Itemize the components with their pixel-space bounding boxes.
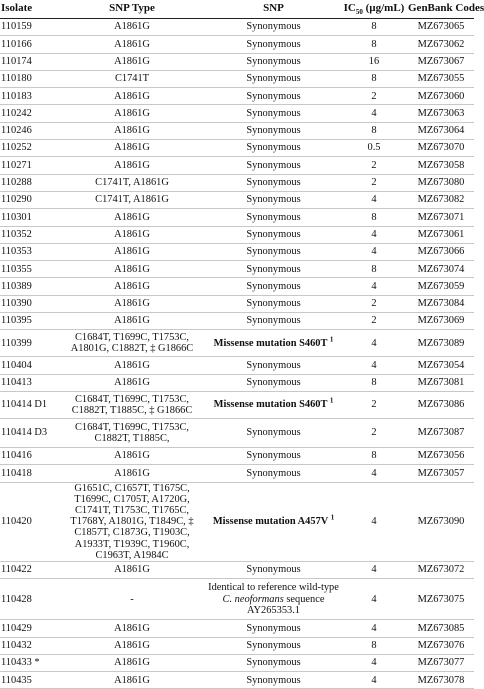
snp-text: Synonymous (246, 359, 301, 371)
cell-snp (207, 278, 340, 295)
table-row (0, 465, 474, 482)
cell-isolate: 110159 (0, 19, 57, 36)
cell-snp (207, 330, 340, 357)
cell-snp-type: A1861G (57, 561, 207, 578)
cell-genbank: MZ673087 (408, 418, 474, 447)
snp-text: Synonymous (246, 377, 301, 389)
cell-isolate: 110433 * (0, 654, 57, 671)
cell-isolate: 110183 (0, 88, 57, 105)
cell-ic50: 8 (340, 122, 408, 139)
table-row (0, 637, 474, 654)
cell-snp (207, 561, 340, 578)
cell-snp (207, 105, 340, 122)
cell-snp (207, 579, 340, 620)
table-row (0, 391, 474, 418)
cell-ic50: 4 (340, 482, 408, 561)
table-row (0, 70, 474, 87)
reference-species: C. neoformans (222, 593, 284, 605)
cell-snp (207, 672, 340, 689)
table-row (0, 561, 474, 578)
cell-ic50: 4 (340, 105, 408, 122)
table-row (0, 243, 474, 260)
cell-genbank: MZ673078 (408, 672, 474, 689)
cell-snp (207, 36, 340, 53)
cell-isolate: 110290 (0, 191, 57, 208)
table-row (0, 226, 474, 243)
cell-ic50: 8 (340, 261, 408, 278)
snp-text: Synonymous (246, 142, 301, 154)
cell-genbank: MZ673071 (408, 209, 474, 226)
cell-ic50: 4 (340, 465, 408, 482)
cell-ic50: 2 (340, 174, 408, 191)
cell-snp-type: C1741T, A1861G (57, 174, 207, 191)
cell-isolate: 110399 (0, 330, 57, 357)
header-isolate: Isolate (0, 0, 57, 19)
cell-ic50: 8 (340, 374, 408, 391)
table-row (0, 672, 474, 689)
cell-snp (207, 620, 340, 637)
cell-snp-type: A1861G (57, 209, 207, 226)
footnote-marker: 1 (329, 396, 334, 405)
snp-text: Synonymous (246, 211, 301, 223)
cell-snp-type: A1861G (57, 295, 207, 312)
cell-genbank: MZ673059 (408, 278, 474, 295)
cell-genbank: MZ673065 (408, 19, 474, 36)
reference-pre: Identical to reference wild-type (208, 582, 339, 594)
snp-text: Synonymous (246, 125, 301, 137)
cell-snp-type: A1861G (57, 313, 207, 330)
cell-snp-type (57, 330, 207, 357)
cell-ic50: 4 (340, 226, 408, 243)
cell-snp (207, 418, 340, 447)
cell-isolate: 110166 (0, 36, 57, 53)
footnote-marker: 1 (330, 513, 335, 522)
cell-snp-type: A1861G (57, 465, 207, 482)
cell-snp-type: - (57, 579, 207, 620)
cell-ic50: 8 (340, 70, 408, 87)
table-row (0, 261, 474, 278)
cell-ic50: 4 (340, 191, 408, 208)
cell-snp-type: A1861G (57, 261, 207, 278)
cell-snp (207, 191, 340, 208)
cell-genbank: MZ673085 (408, 620, 474, 637)
cell-snp (207, 209, 340, 226)
cell-snp (207, 140, 340, 157)
cell-snp-type: C1741T, A1861G (57, 191, 207, 208)
snp-text: Synonymous (246, 427, 301, 439)
cell-ic50: 4 (340, 561, 408, 578)
cell-snp (207, 70, 340, 87)
cell-snp (207, 157, 340, 174)
cell-ic50: 2 (340, 88, 408, 105)
cell-ic50: 2 (340, 157, 408, 174)
cell-isolate: 110288 (0, 174, 57, 191)
snp-type-text: C1684T, T1699C, T1753C, A1801G, C1882T, ‡ G1866C (70, 332, 194, 355)
snp-text: Synonymous (246, 38, 301, 50)
table-row (0, 19, 474, 36)
cell-snp (207, 261, 340, 278)
cell-ic50: 4 (340, 654, 408, 671)
table-row (0, 620, 474, 637)
header-ic50 (340, 0, 408, 19)
cell-snp (207, 19, 340, 36)
cell-isolate: 110390 (0, 295, 57, 312)
cell-snp (207, 374, 340, 391)
table-row (0, 174, 474, 191)
cell-ic50: 8 (340, 19, 408, 36)
snp-text: Synonymous (246, 263, 301, 275)
cell-isolate: 110174 (0, 53, 57, 70)
snp-text: Synonymous (246, 55, 301, 67)
snp-text: Synonymous (246, 450, 301, 462)
cell-snp (207, 482, 340, 561)
cell-snp (207, 447, 340, 464)
snp-text: Synonymous (246, 107, 301, 119)
snp-text: Synonymous (246, 159, 301, 171)
cell-isolate: 110414 D1 (0, 391, 57, 418)
footnote-marker: 1 (329, 335, 334, 344)
cell-snp-type: A1861G (57, 53, 207, 70)
snp-text: Synonymous (246, 90, 301, 102)
cell-isolate: 110353 (0, 243, 57, 260)
missense-label (207, 513, 340, 528)
header-ic50-unit: (µg/mL) (362, 2, 405, 15)
cell-snp-type: A1861G (57, 278, 207, 295)
table-row (0, 191, 474, 208)
cell-isolate: 110413 (0, 374, 57, 391)
snp-text: Synonymous (246, 674, 301, 686)
snp-text: Synonymous (246, 177, 301, 189)
cell-genbank: MZ673057 (408, 465, 474, 482)
cell-ic50: 4 (340, 330, 408, 357)
cell-isolate: 110414 D3 (0, 418, 57, 447)
table-row (0, 330, 474, 357)
cell-ic50: 4 (340, 672, 408, 689)
missense-text: Missense mutation S460T (213, 399, 328, 411)
header-snp: SNP (207, 0, 340, 19)
snp-text: Synonymous (246, 622, 301, 634)
cell-isolate: 110352 (0, 226, 57, 243)
table-row (0, 374, 474, 391)
cell-snp-type (57, 391, 207, 418)
cell-genbank: MZ673054 (408, 357, 474, 374)
cell-genbank: MZ673070 (408, 140, 474, 157)
snp-text: Synonymous (246, 639, 301, 651)
cell-snp-type (57, 482, 207, 561)
cell-snp-type: A1861G (57, 654, 207, 671)
cell-genbank: MZ673077 (408, 654, 474, 671)
cell-snp-type: A1861G (57, 19, 207, 36)
snp-text: Synonymous (246, 21, 301, 33)
reference-post: sequence AY265353.1 (246, 593, 325, 616)
table-row (0, 295, 474, 312)
cell-genbank: MZ673069 (408, 313, 474, 330)
missense-text: Missense mutation S460T (213, 337, 328, 349)
snp-text: Synonymous (246, 315, 301, 327)
cell-snp (207, 174, 340, 191)
cell-snp (207, 53, 340, 70)
cell-genbank: MZ673058 (408, 157, 474, 174)
table-row (0, 105, 474, 122)
table-row (0, 579, 474, 620)
table-row (0, 357, 474, 374)
cell-ic50: 2 (340, 418, 408, 447)
cell-isolate: 110429 (0, 620, 57, 637)
cell-isolate: 110355 (0, 261, 57, 278)
snp-text: Synonymous (246, 467, 301, 479)
cell-snp-type: A1861G (57, 122, 207, 139)
snp-text: Synonymous (246, 73, 301, 85)
cell-ic50: 8 (340, 209, 408, 226)
cell-isolate: 110395 (0, 313, 57, 330)
table-row (0, 36, 474, 53)
cell-snp-type: A1861G (57, 105, 207, 122)
snp-text: Synonymous (246, 298, 301, 310)
cell-genbank: MZ673090 (408, 482, 474, 561)
cell-snp-type: A1861G (57, 157, 207, 174)
cell-genbank: MZ673080 (408, 174, 474, 191)
cell-snp (207, 313, 340, 330)
table-row (0, 157, 474, 174)
table-row (0, 122, 474, 139)
cell-genbank: MZ673072 (408, 561, 474, 578)
cell-isolate: 110432 (0, 637, 57, 654)
header-ic50-main: IC (343, 2, 356, 15)
cell-snp (207, 654, 340, 671)
cell-snp-type: A1861G (57, 447, 207, 464)
cell-snp (207, 243, 340, 260)
snp-text: Synonymous (246, 194, 301, 206)
cell-genbank: MZ673067 (408, 53, 474, 70)
cell-isolate: 110416 (0, 447, 57, 464)
cell-ic50: 2 (340, 391, 408, 418)
cell-snp (207, 295, 340, 312)
cell-ic50: 0.5 (340, 140, 408, 157)
cell-isolate: 110418 (0, 465, 57, 482)
snp-text: Synonymous (246, 246, 301, 258)
cell-snp-type: A1861G (57, 88, 207, 105)
table-row (0, 53, 474, 70)
cell-ic50: 4 (340, 357, 408, 374)
cell-snp-type: A1861G (57, 226, 207, 243)
cell-snp-type (57, 418, 207, 447)
cell-genbank: MZ673074 (408, 261, 474, 278)
cell-snp-type: C1741T (57, 70, 207, 87)
cell-genbank: MZ673081 (408, 374, 474, 391)
table-row (0, 418, 474, 447)
snp-text: Synonymous (246, 280, 301, 292)
cell-isolate: 110428 (0, 579, 57, 620)
snp-text: Synonymous (246, 228, 301, 240)
header-snp-type: SNP Type (57, 0, 207, 19)
cell-ic50: 4 (340, 243, 408, 260)
cell-genbank: MZ673086 (408, 391, 474, 418)
cell-ic50: 8 (340, 447, 408, 464)
cell-genbank: MZ673089 (408, 330, 474, 357)
cell-isolate: 110301 (0, 209, 57, 226)
cell-genbank: MZ673062 (408, 36, 474, 53)
cell-snp (207, 88, 340, 105)
cell-snp-type: A1861G (57, 620, 207, 637)
table-row (0, 654, 474, 671)
snp-text: Synonymous (246, 657, 301, 669)
cell-ic50: 8 (340, 637, 408, 654)
cell-snp-type: A1861G (57, 672, 207, 689)
cell-genbank: MZ673076 (408, 637, 474, 654)
cell-ic50: 4 (340, 579, 408, 620)
cell-snp-type: A1861G (57, 243, 207, 260)
cell-snp (207, 122, 340, 139)
cell-snp-type: A1861G (57, 374, 207, 391)
cell-genbank: MZ673064 (408, 122, 474, 139)
table-row (0, 140, 474, 157)
cell-genbank: MZ673084 (408, 295, 474, 312)
cell-snp (207, 226, 340, 243)
cell-ic50: 16 (340, 53, 408, 70)
header-row (0, 0, 474, 19)
snp-type-text: G1651C, C1657T, T1675C, T1699C, C1705T, A1720G, C1741T, T1753C, T1765C, T1768Y, A1801G, T1849C, ‡ C1857T, C1873G, T1903C, A1933T, T1939C, T1960C, C1963T, A1984C (70, 482, 194, 561)
table-row (0, 313, 474, 330)
cell-genbank: MZ673056 (408, 447, 474, 464)
cell-ic50: 2 (340, 313, 408, 330)
cell-isolate: 110435 (0, 672, 57, 689)
table-row (0, 88, 474, 105)
cell-snp-type: A1861G (57, 637, 207, 654)
snp-type-text: C1684T, T1699C, T1753C, C1882T, T1885C, (74, 421, 190, 444)
missense-label (207, 335, 340, 349)
table-row (0, 482, 474, 561)
cell-genbank: MZ673082 (408, 191, 474, 208)
cell-genbank: MZ673061 (408, 226, 474, 243)
cell-snp-type: A1861G (57, 36, 207, 53)
cell-isolate: 110242 (0, 105, 57, 122)
cell-snp (207, 465, 340, 482)
cell-snp (207, 637, 340, 654)
cell-genbank: MZ673075 (408, 579, 474, 620)
missense-text: Missense mutation A457V (212, 516, 329, 528)
cell-isolate: 110422 (0, 561, 57, 578)
cell-isolate: 110404 (0, 357, 57, 374)
cell-snp-type: A1861G (57, 357, 207, 374)
cell-genbank: MZ673066 (408, 243, 474, 260)
table-body (0, 19, 474, 689)
cell-snp-type: A1861G (57, 140, 207, 157)
header-ic50-sub: 50 (355, 8, 363, 17)
cell-ic50: 4 (340, 620, 408, 637)
cell-isolate: 110271 (0, 157, 57, 174)
reference-note (207, 582, 340, 616)
header-genbank: GenBank Codes (408, 0, 474, 19)
snp-type-text: C1684T, T1699C, T1753C, C1882T, T1885C, ‡ G1866C (71, 393, 193, 416)
table-row (0, 447, 474, 464)
table-row (0, 209, 474, 226)
cell-isolate: 110252 (0, 140, 57, 157)
cell-snp (207, 357, 340, 374)
cell-ic50: 2 (340, 295, 408, 312)
cell-ic50: 8 (340, 36, 408, 53)
cell-isolate: 110246 (0, 122, 57, 139)
cell-isolate: 110389 (0, 278, 57, 295)
table-row (0, 278, 474, 295)
cell-genbank: MZ673060 (408, 88, 474, 105)
snp-text: Synonymous (246, 564, 301, 576)
cell-snp (207, 391, 340, 418)
cell-isolate: 110180 (0, 70, 57, 87)
cell-ic50: 4 (340, 278, 408, 295)
cell-genbank: MZ673063 (408, 105, 474, 122)
cell-isolate: 110420 (0, 482, 57, 561)
missense-label (207, 396, 340, 411)
cell-genbank: MZ673055 (408, 70, 474, 87)
